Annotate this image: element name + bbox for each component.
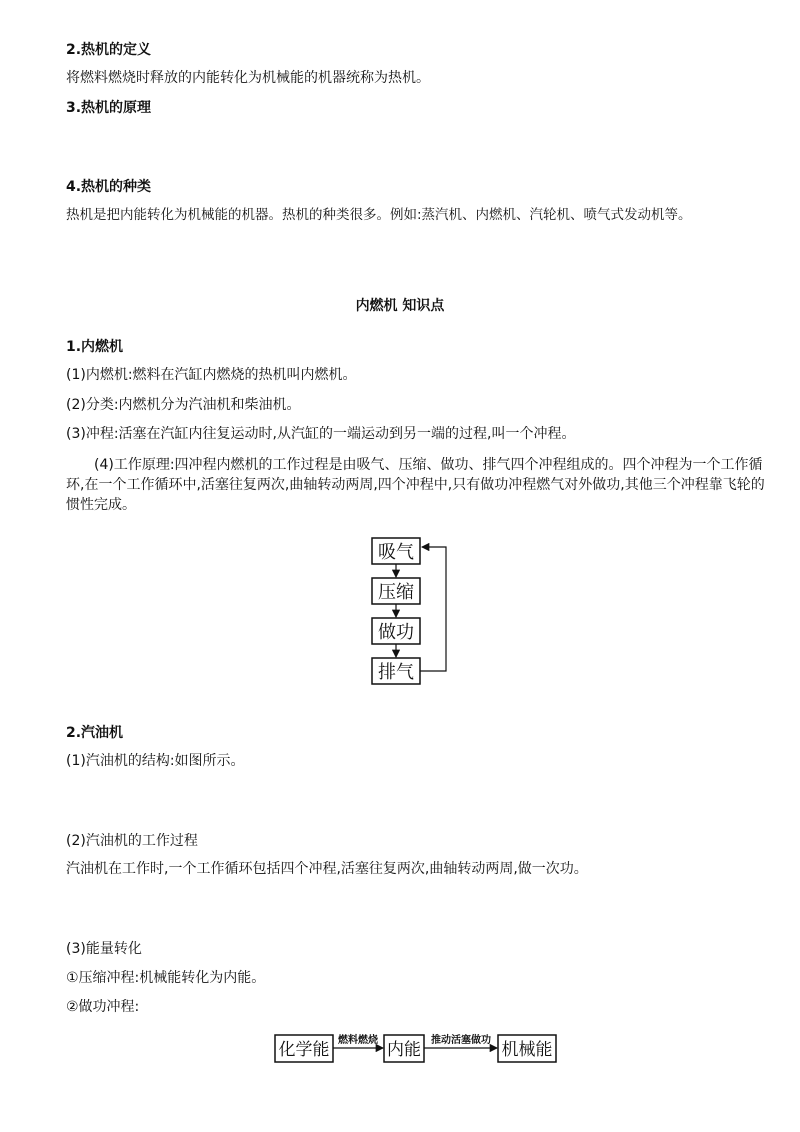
heading-principle: 3.热机的原理 — [66, 100, 152, 116]
energy-flow-diagram — [272, 1026, 562, 1068]
ice-item: (4)工作原理:四冲程内燃机的工作过程是由吸气、压缩、做功、排气四个冲程组成的。四个冲程为一个工作循环,在一个工作循环中,活塞往复两次,曲轴转动两周,四个冲程中,只有做功冲程燃气对外做功,其他三个冲程靠飞轮的惯性完成。 — [66, 457, 765, 513]
cycle-box-compression — [372, 578, 420, 604]
cycle-return-arrow — [420, 547, 446, 671]
flow-box-mechanical — [498, 1035, 556, 1062]
ice-item: (2)分类:内燃机分为汽油机和柴油机。 — [66, 397, 301, 413]
gasoline-structure: (1)汽油机的结构:如图所示。 — [66, 753, 245, 769]
svg-text:排气: 排气 — [378, 662, 414, 683]
flow-box-chemical — [275, 1035, 333, 1062]
heading-definition: 2.热机的定义 — [66, 42, 152, 58]
flow-arrow-label: 推动活塞做功 — [431, 1035, 491, 1046]
gasoline-process-heading: (2)汽油机的工作过程 — [66, 833, 198, 849]
svg-text:化学能: 化学能 — [278, 1040, 330, 1060]
gasoline-process-text: 汽油机在工作时,一个工作循环包括四个冲程,活塞往复两次,曲轴转动两周,做一次功。 — [66, 861, 588, 877]
stroke-cycle-diagram — [360, 532, 460, 692]
heading-gasoline: 2.汽油机 — [66, 725, 124, 741]
flow-box-internal — [384, 1035, 424, 1062]
definition-text: 将燃料燃烧时释放的内能转化为机械能的机器统称为热机。 — [66, 70, 430, 86]
cycle-box-power — [372, 618, 420, 644]
heading-ice: 1.内燃机 — [66, 339, 124, 355]
cycle-box-intake — [372, 538, 420, 564]
flow-arrow-label: 燃料燃烧 — [338, 1035, 378, 1046]
compression-stroke: ①压缩冲程:机械能转化为内能。 — [66, 970, 266, 986]
power-stroke: ②做功冲程: — [66, 999, 140, 1015]
cycle-box-exhaust — [372, 658, 420, 684]
heading-types: 4.热机的种类 — [66, 179, 152, 195]
section-title: 内燃机 知识点 — [355, 298, 445, 314]
energy-heading: (3)能量转化 — [66, 941, 142, 957]
svg-text:机械能: 机械能 — [501, 1040, 553, 1060]
svg-text:内能: 内能 — [387, 1040, 421, 1060]
svg-text:做功: 做功 — [378, 622, 414, 643]
svg-text:压缩: 压缩 — [378, 582, 414, 603]
types-text: 热机是把内能转化为机械能的机器。热机的种类很多。例如:蒸汽机、内燃机、汽轮机、喷气式发动机等。 — [66, 207, 692, 223]
ice-item: (1)内燃机:燃料在汽缸内燃烧的热机叫内燃机。 — [66, 367, 357, 383]
ice-item: (3)冲程:活塞在汽缸内往复运动时,从汽缸的一端运动到另一端的过程,叫一个冲程。 — [66, 426, 576, 442]
svg-text:吸气: 吸气 — [378, 542, 414, 563]
